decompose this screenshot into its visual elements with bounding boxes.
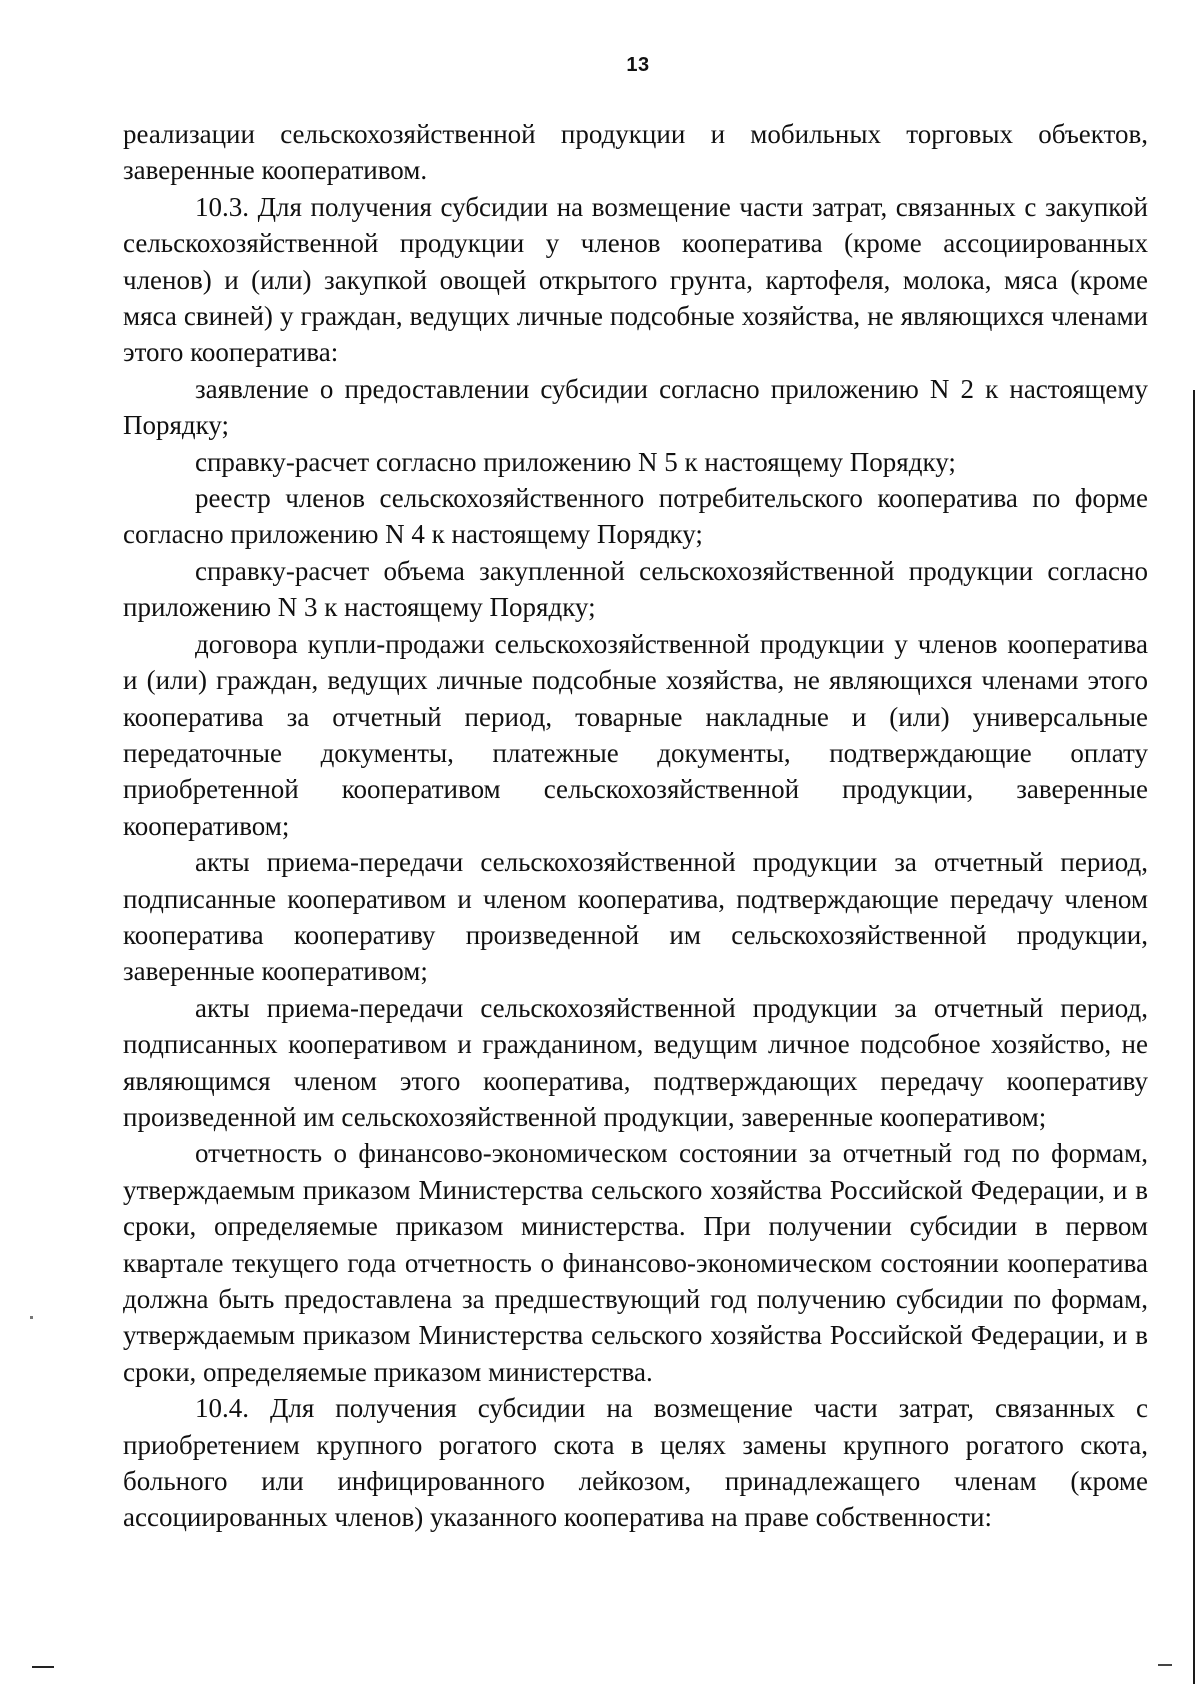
paragraph-members-register: реестр членов сельскохозяйственного потребительского кооператива по форме согласно приложению N 4 к настоящему Порядку; bbox=[123, 483, 1148, 550]
page-number: 13 bbox=[626, 54, 650, 76]
paragraph-10-4-heading: 10.4. Для получения субсидии на возмещение части затрат, связанных с приобретением крупного рогатого скота в целях замены крупного рогатого скота, больного или инфицированного лейкозом, принадлежащего членам (кроме ассоциированных членов) указанного кооператива на праве собственности: bbox=[123, 1393, 1148, 1533]
scan-edge-line bbox=[1193, 390, 1195, 1684]
paragraph-purchase-volume-certificate: справку-расчет объема закупленной сельскохозяйственной продукции согласно приложению N 3 к настоящему Порядку; bbox=[123, 555, 1148, 623]
scan-mark-right bbox=[1158, 1664, 1172, 1666]
document-body bbox=[123, 116, 1148, 1536]
paragraph-10-3-heading: 10.3. Для получения субсидии на возмещение части затрат, связанных с закупкой сельскохозяйственной продукции у членов кооператива (кроме ассоциированных членов) и (или) закупкой овощей открытого грунта, картофеля, молока, мяса (кроме мяса свиней) у граждан, ведущих личные подсобные хозяйства, не являющихся членами этого кооператива: bbox=[123, 191, 1148, 368]
paragraph-acts-citizens: акты приема-передачи сельскохозяйственной продукции за отчетный период, подписанных кооперативом и гражданином, ведущим личное подсобное хозяйство, не являющимся членом этого кооператива, подтверждающих передачу кооперативу произведенной им сельскохозяйственной продукции, заверенные кооперативом; bbox=[123, 992, 1148, 1132]
paragraph-calculation-certificate: справку-расчет согласно приложению N 5 к настоящему Порядку; bbox=[195, 446, 956, 477]
paragraph-sale-contracts: договора купли-продажи сельскохозяйственной продукции у членов кооператива и (или) граждан, ведущих личные подсобные хозяйства, не являющихся членами этого кооператива за отчетный период, товарные накладные и (или) универсальные передаточные документы, платежные документы, подтверждающие оплату приобретенной кооперативом сельскохозяйственной продукции, заверенные кооперативом; bbox=[123, 628, 1148, 841]
scan-mark-left bbox=[32, 1666, 54, 1668]
paragraph-application: заявление о предоставлении субсидии согласно приложению N 2 к настоящему Порядку; bbox=[123, 373, 1148, 441]
paragraph-financial-reporting: отчетность о финансово-экономическом состоянии за отчетный год по формам, утверждаемым приказом Министерства сельского хозяйства Российской Федерации, и в сроки, определяемые приказом министерства. При получении субсидии в первом квартале текущего года отчетность о финансово-экономическом состоянии кооператива должна быть предоставлена за предшествующий год получению субсидии по формам, утверждаемым приказом Министерства сельского хозяйства Российской Федерации, и в сроки, определяемые приказом министерства. bbox=[123, 1138, 1148, 1387]
paragraph-acts-members: акты приема-передачи сельскохозяйственной продукции за отчетный период, подписанные кооперативом и членом кооператива, подтверждающие передачу членом кооператива кооперативу произведенной им сельскохозяйственной продукции, заверенные кооперативом; bbox=[123, 847, 1148, 987]
scan-speck bbox=[30, 1316, 33, 1319]
paragraph-continuation: реализации сельскохозяйственной продукции и мобильных торговых объектов, заверенные кооперативом. bbox=[123, 119, 1148, 186]
